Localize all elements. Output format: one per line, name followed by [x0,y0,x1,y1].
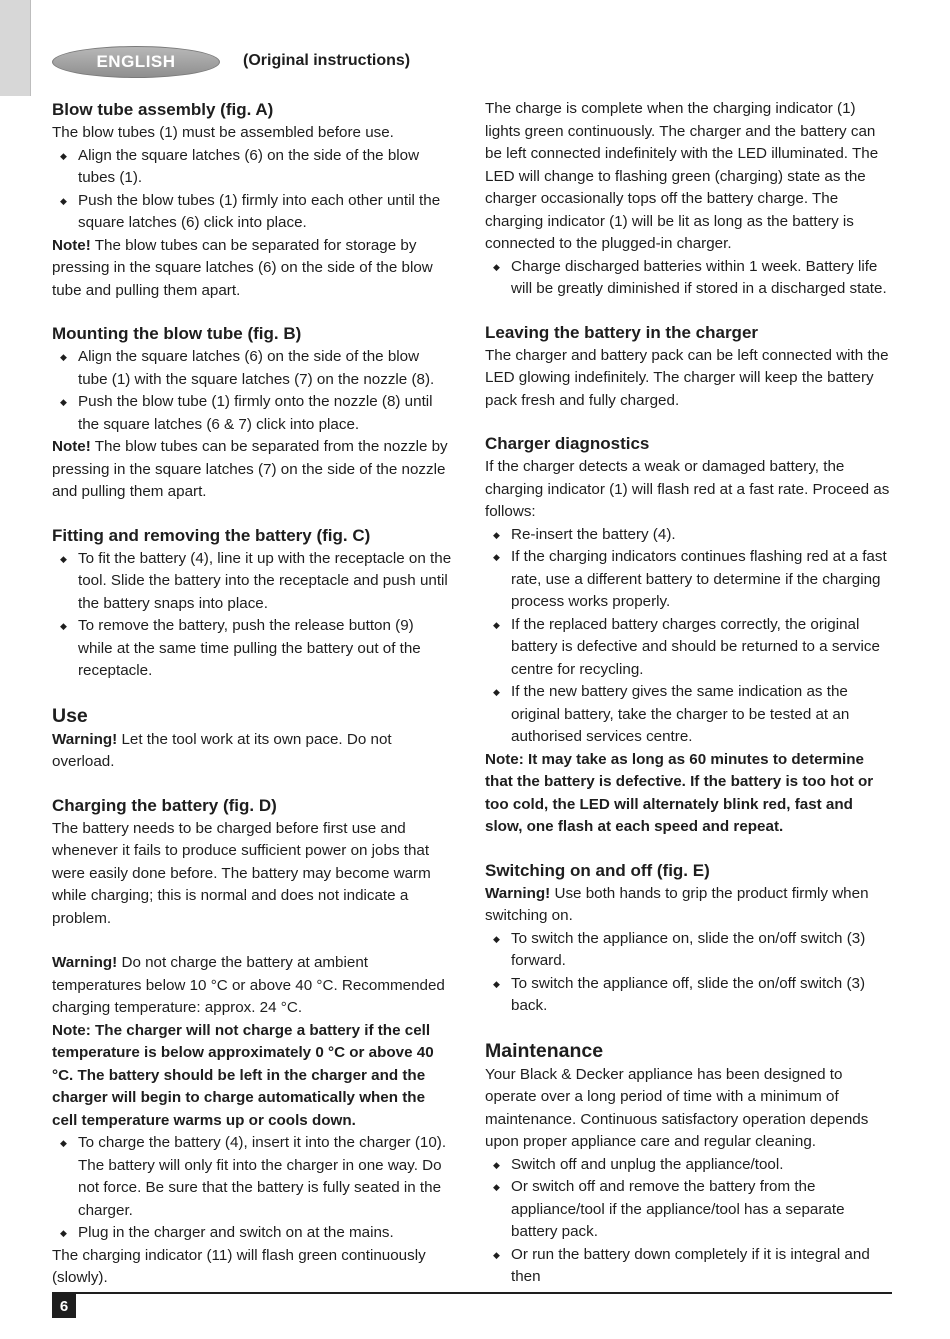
paragraph: The charger and battery pack can be left connected with the LED glowing indefinitely. The charger will keep the battery pack fresh and fully charged. [485,346,889,409]
list-item: ◆ To switch the appliance off, slide the on/off switch (3) back. [485,973,890,1018]
section-switching [485,859,890,1018]
paragraph: The charge is complete when the charging indicator (1) lights green continuously. The charger and the battery can be left connected indefinitely with the LED illuminated. The LED will change to flashing green (charging) state as the charger occasionally tops off the battery charge. The charging indicator (1) will be lit as long as the battery is connected to the plugged-in charger. [485,100,879,252]
note-text: The blow tubes can be separated from the nozzle by pressing in the square latches (7) on the side of the nozzle and pulling them apart. [52,438,448,500]
list-item: ◆ Plug in the charger and switch on at the mains. [52,1222,452,1245]
section-title: Fitting and removing the battery (fig. C) [52,525,371,545]
right-column [485,98,890,1309]
bullet-list [485,256,890,301]
section-leaving-battery [485,321,890,413]
paragraph: The battery needs to be charged before first use and whenever it fails to produce sufficient power on jobs that were easily done before. The battery may become warm while charging; this is normal and does not indicate a problem. [52,819,431,927]
bullet-list [485,1154,890,1289]
warning-label: Warning! [485,884,551,902]
list-item: ◆ To fit the battery (4), line it up with the receptacle on the tool. Slide the battery into the receptacle and push until the battery snaps into place. [52,548,452,616]
section-fitting-battery [52,524,452,683]
section-use [52,703,452,774]
list-item: ◆ Re-insert the battery (4). [485,524,890,547]
footer-rule [52,1292,892,1294]
language-badge: ENGLISH [52,46,220,78]
paragraph: If the charger detects a weak or damaged battery, the charging indicator (1) will flash red at a fast rate. Proceed as follows: [485,458,890,520]
warning-label: Warning! [52,954,118,971]
bold-note: Note: The charger will not charge a battery if the cell temperature is below approximately 0 °C or above 40 °C. The battery should be left in the charger and the charger will begin to charge automatically when the cell temperature warms up or cools down. [52,1021,434,1129]
list-item: ◆ Push the blow tubes (1) firmly into each other until the square latches (6) click into place. [52,190,452,235]
note-text: The blow tubes can be separated for storage by pressing in the square latches (6) on the side of the blow tube and pulling them apart. [52,236,433,299]
paragraph: The blow tubes (1) must be assembled before use. [52,124,394,141]
section-maintenance [485,1038,890,1289]
section-charging-battery [52,794,452,1290]
original-instructions-label: (Original instructions) [243,52,411,69]
bold-note: Note: It may take as long as 60 minutes to determine that the battery is defective. If the battery is too hot or too cold, the LED will alternately blink red, fast and slow, one flash at each speed and repeat. [485,750,874,835]
warning-text: Use both hands to grip the product firmly when switching on. [485,884,869,924]
bullet-list [52,1132,452,1245]
list-item: ◆ Switch off and unplug the appliance/tool. [485,1154,890,1177]
list-item: ◆ If the new battery gives the same indication as the original battery, take the charger to be tested at an authorised services centre. [485,681,890,749]
warning-text: Do not charge the battery at ambient temperatures below 10 °C or above 40 °C. Recommended charging temperature: approx. 24 °C. [52,954,445,1016]
bullet-list [52,145,452,235]
note [52,436,452,504]
warning-label: Warning! [52,730,118,748]
section-title: Mounting the blow tube (fig. B) [52,324,302,343]
list-item: ◆ Push the blow tube (1) firmly onto the nozzle (8) until the square latches (6 & 7) click into place. [52,391,452,436]
section-title: Maintenance [485,1039,604,1062]
side-tab [0,0,31,96]
list-item: ◆ To switch the appliance on, slide the on/off switch (3) forward. [485,928,890,973]
section-title: Leaving the battery in the charger [485,322,759,342]
list-item: ◆ To charge the battery (4), insert it into the charger (10). The battery will only fit into the charger in one way. Do not force. Be sure that the battery is fully seated in the charger. [52,1132,452,1222]
note-label: Note! [52,438,91,455]
bullet-list [485,928,890,1018]
note [52,235,452,303]
bullet-list [52,346,452,436]
paragraph: The charging indicator (11) will flash green continuously (slowly). [52,1246,426,1286]
list-item: ◆ Align the square latches (6) on the side of the blow tubes (1). [52,145,452,190]
section-title: Switching on and off (fig. E) [485,860,710,880]
section-title: Charger diagnostics [485,434,650,453]
section-charge-complete [485,98,890,301]
paragraph: Your Black & Decker appliance has been designed to operate over a long period of time with a minimum of maintenance. Continuous satisfactory operation depends upon proper appliance care and regular cleaning. [485,1065,869,1150]
list-item: ◆ To remove the battery, push the release button (9) while at the same time pulling the battery out of the receptacle. [52,615,452,683]
section-blow-tube-assembly [52,98,452,302]
spacer [52,930,452,952]
section-mounting-blow-tube [52,322,452,504]
warning [485,883,890,928]
left-column [52,98,452,1310]
note-label: Note! [52,236,91,254]
list-item: ◆ Charge discharged batteries within 1 week. Battery life will be greatly diminished if stored in a discharged state. [485,256,890,301]
list-item: ◆ If the charging indicators continues flashing red at a fast rate, use a different battery to determine if the charging process works properly. [485,546,890,614]
section-charger-diagnostics [485,432,890,839]
page-number: 6 [52,1294,76,1318]
section-title: Charging the battery (fig. D) [52,795,277,815]
section-title: Use [52,704,88,727]
warning-text: Let the tool work at its own pace. Do not overload. [52,730,392,770]
list-item: ◆ If the replaced battery charges correctly, the original battery is defective and should be returned to a service centre for recycling. [485,614,890,682]
warning [52,952,452,1020]
list-item: ◆ Align the square latches (6) on the side of the blow tube (1) with the square latches (7) on the nozzle (8). [52,346,452,391]
section-title: Blow tube assembly (fig. A) [52,100,274,119]
list-item: ◆ Or run the battery down completely if it is integral and then [485,1244,890,1289]
bullet-list [485,524,890,749]
bullet-list [52,548,452,683]
list-item: ◆ Or switch off and remove the battery from the appliance/tool if the appliance/tool has a separate battery pack. [485,1176,890,1244]
warning [52,729,452,774]
